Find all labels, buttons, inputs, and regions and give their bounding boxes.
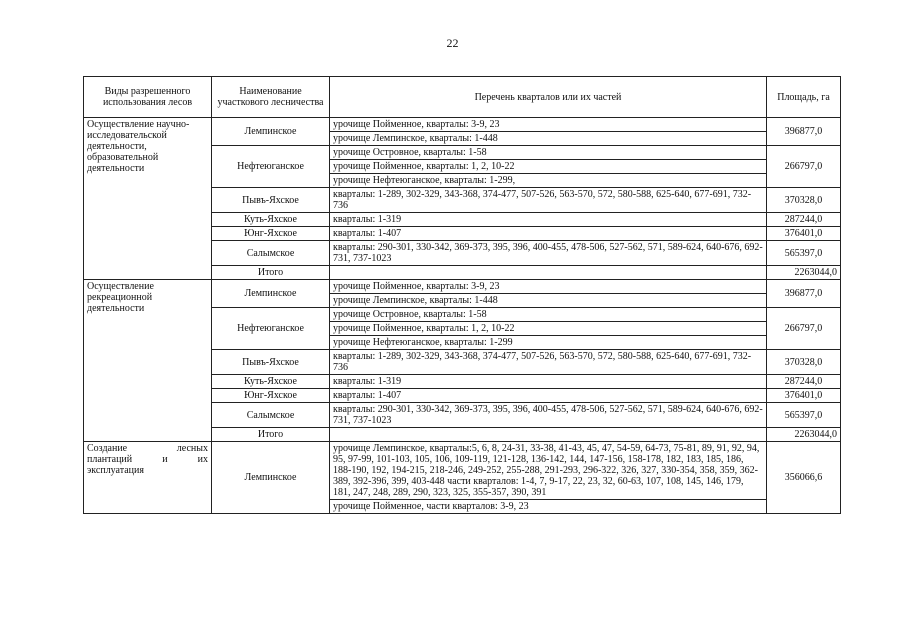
district-name: Лемпинское <box>212 442 330 514</box>
quarters-cell: урочище Лемпинское, кварталы: 1-448 <box>330 294 767 308</box>
forest-use-table <box>83 76 841 514</box>
quarters-cell: кварталы: 1-319 <box>330 213 767 227</box>
quarters-cell: урочище Островное, кварталы: 1-58 <box>330 146 767 160</box>
district-name: Салымское <box>212 403 330 428</box>
area-value: 565397,0 <box>767 241 841 266</box>
page-number: 22 <box>446 36 459 50</box>
district-name: Лемпинское <box>212 280 330 308</box>
district-name: Юнг-Яхское <box>212 227 330 241</box>
header-district: Наименование участкового лесничества <box>212 77 330 118</box>
area-value: 376401,0 <box>767 227 841 241</box>
quarters-cell: урочище Лемпинское, кварталы: 1-448 <box>330 132 767 146</box>
header-use-type: Виды разрешенного использования лесов <box>84 77 212 118</box>
area-value: 565397,0 <box>767 403 841 428</box>
header-quarters: Перечень кварталов или их частей <box>330 77 767 118</box>
district-name: Нефтеюганское <box>212 146 330 188</box>
quarters-cell: урочище Нефтеюганское, кварталы: 1-299 <box>330 336 767 350</box>
district-name: Нефтеюганское <box>212 308 330 350</box>
area-value: 266797,0 <box>767 146 841 188</box>
area-value: 266797,0 <box>767 308 841 350</box>
quarters-cell: урочище Лемпинское, кварталы:5, 6, 8, 24-31, 33-38, 41-43, 45, 47, 54-59, 64-73, 75-81, 89, 91, 92, 94, 95, 97-99, 101-103, 105, 106, 109-119, 121-128, 136-142, 144, 147-156, 158-178, 182, 183, 185, 186, 188-190, 192, 194-215, 218-246, 249-252, 255-288, 291-293, 296-322, 326, 327, 330-354, 358, 359, 362-389, 392-396, 399, 403-448 части кварталов: 1-4, 7, 9-17, 22, 23, 32, 60-63, 107, 108, 145, 146, 179, 181, 247, 248, 289, 290, 323, 325, 355-357, 390, 391 <box>330 442 767 500</box>
table-body <box>84 118 841 514</box>
total-label: Итого <box>212 428 330 442</box>
area-value: 370328,0 <box>767 350 841 375</box>
quarters-cell: урочище Пойменное, кварталы: 1, 2, 10-22 <box>330 322 767 336</box>
table-row <box>84 442 841 500</box>
quarters-cell: урочище Нефтеюганское, кварталы: 1-299, <box>330 174 767 188</box>
area-value: 376401,0 <box>767 389 841 403</box>
district-name: Юнг-Яхское <box>212 389 330 403</box>
use-type-cell: Осуществление рекреационной деятельности <box>84 280 212 442</box>
area-value: 396877,0 <box>767 118 841 146</box>
header-area: Площадь, га <box>767 77 841 118</box>
use-type-cell: Осуществление научно-исследовательской деятельности, образовательной деятельности <box>84 118 212 280</box>
district-name: Куть-Яхское <box>212 213 330 227</box>
quarters-cell: урочище Пойменное, кварталы: 3-9, 23 <box>330 280 767 294</box>
use-type-cell: Создание лесных плантаций и их эксплуатация <box>84 442 212 514</box>
total-spacer <box>330 428 767 442</box>
quarters-cell: кварталы: 1-319 <box>330 375 767 389</box>
quarters-cell: кварталы: 290-301, 330-342, 369-373, 395, 396, 400-455, 478-506, 527-562, 571, 589-624, 640-676, 692-731, 737-1023 <box>330 403 767 428</box>
area-value: 396877,0 <box>767 280 841 308</box>
quarters-cell: урочище Пойменное, части кварталов: 3-9, 23 <box>330 500 767 514</box>
quarters-cell: кварталы: 1-289, 302-329, 343-368, 374-477, 507-526, 563-570, 572, 580-588, 625-640, 677-691, 732-736 <box>330 188 767 213</box>
total-area: 2263044,0 <box>767 428 841 442</box>
area-value: 356066,6 <box>767 442 841 514</box>
total-area: 2263044,0 <box>767 266 841 280</box>
quarters-cell: урочище Пойменное, кварталы: 3-9, 23 <box>330 118 767 132</box>
quarters-cell: урочище Пойменное, кварталы: 1, 2, 10-22 <box>330 160 767 174</box>
district-name: Пывъ-Яхское <box>212 350 330 375</box>
quarters-cell: кварталы: 1-289, 302-329, 343-368, 374-477, 507-526, 563-570, 572, 580-588, 625-640, 677-691, 732-736 <box>330 350 767 375</box>
district-name: Лемпинское <box>212 118 330 146</box>
district-name: Пывъ-Яхское <box>212 188 330 213</box>
quarters-cell: кварталы: 1-407 <box>330 389 767 403</box>
area-value: 370328,0 <box>767 188 841 213</box>
total-spacer <box>330 266 767 280</box>
area-value: 287244,0 <box>767 213 841 227</box>
total-label: Итого <box>212 266 330 280</box>
table-row <box>84 118 841 132</box>
district-name: Салымское <box>212 241 330 266</box>
quarters-cell: урочище Островное, кварталы: 1-58 <box>330 308 767 322</box>
table-header-row <box>84 77 841 118</box>
quarters-cell: кварталы: 290-301, 330-342, 369-373, 395, 396, 400-455, 478-506, 527-562, 571, 589-624, 640-676, 692-731, 737-1023 <box>330 241 767 266</box>
quarters-cell: кварталы: 1-407 <box>330 227 767 241</box>
area-value: 287244,0 <box>767 375 841 389</box>
table-row <box>84 280 841 294</box>
district-name: Куть-Яхское <box>212 375 330 389</box>
